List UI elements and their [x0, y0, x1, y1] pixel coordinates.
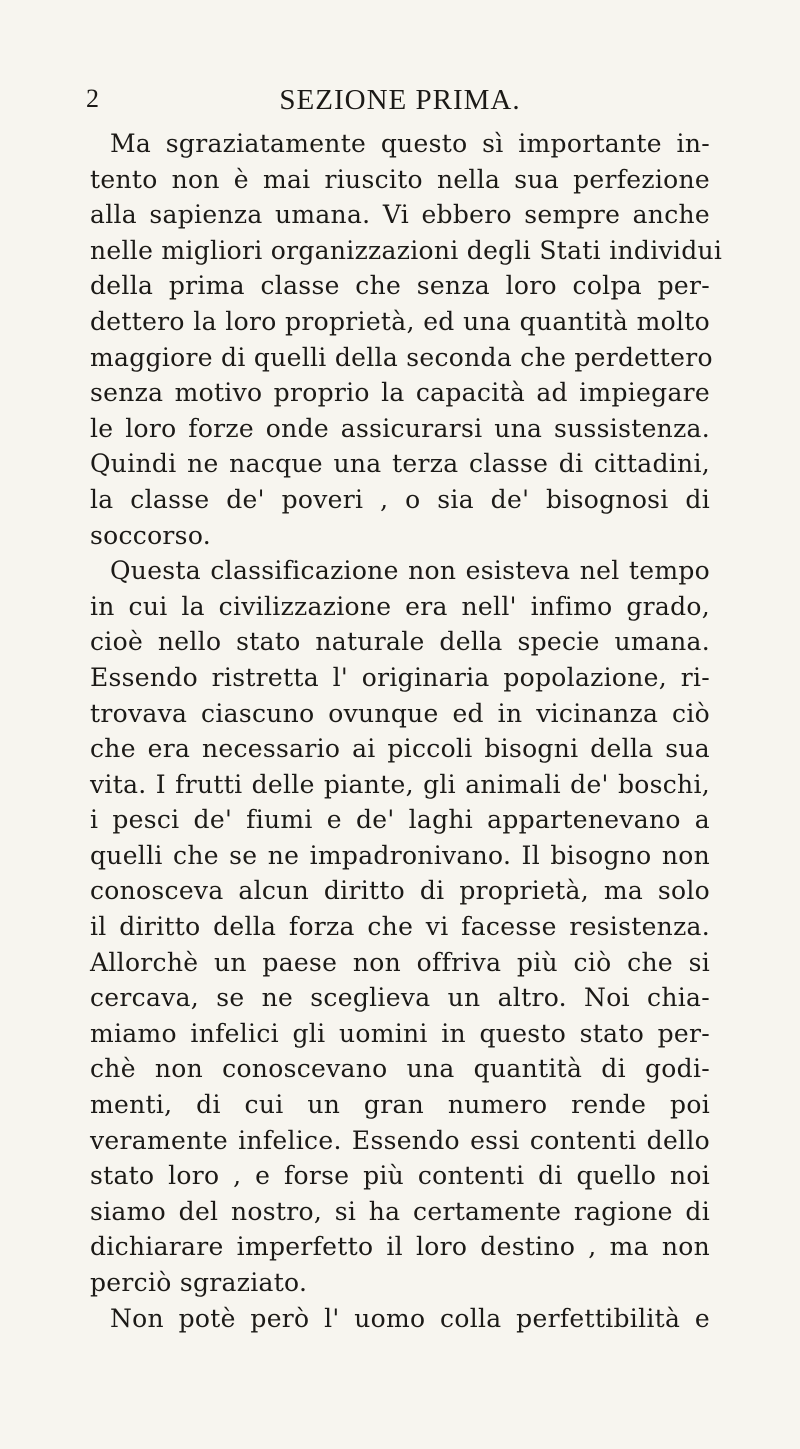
text-line: menti, di cui un gran numero rende poi	[90, 1090, 710, 1120]
text-line: le loro forze onde assicurarsi una sussistenza.	[90, 413, 710, 443]
text-line: della prima classe che senza loro colpa per-	[90, 271, 710, 301]
text-line: Ma sgraziatamente questo sì importante in-	[110, 129, 710, 158]
text-line: maggiore di quelli della seconda che perdettero	[90, 342, 713, 372]
text-line: il diritto della forza che vi facesse resistenza.	[90, 912, 710, 942]
text-line: conosceva alcun diritto di proprietà, ma solo	[90, 876, 710, 906]
text-line: siamo del nostro, si ha certamente ragione di	[90, 1196, 710, 1226]
text-line: nelle migliori organizzazioni degli Stati individui	[90, 235, 723, 265]
text-line: che era necessario ai piccoli bisogni della sua	[90, 734, 710, 764]
text-line: stato loro , e forse più contenti di quello noi	[90, 1161, 710, 1191]
text-line: dichiarare imperfetto il loro destino , ma non	[90, 1232, 710, 1262]
page-number: 2	[86, 84, 100, 113]
text-line: la classe de' poveri , o sia de' bisognosi di	[90, 484, 710, 514]
text-line: vita. I frutti delle piante, gli animali de' boschi,	[90, 769, 710, 799]
text-line: alla sapienza umana. Vi ebbero sempre anche	[90, 200, 710, 230]
text-line: cercava, se ne sceglieva un altro. Noi chia-	[90, 983, 710, 1013]
text-line: trovava ciascuno ovunque ed in vicinanza ciò	[90, 698, 710, 728]
text-line: veramente infelice. Essendo essi contenti dello	[90, 1125, 710, 1155]
body-text	[90, 126, 723, 1336]
text-line: chè non conoscevano una quantità di godi-	[90, 1054, 710, 1084]
text-line: Questa classificazione non esisteva nel tempo	[110, 556, 710, 586]
text-line: Quindi ne nacque una terza classe di cittadini,	[90, 449, 710, 479]
text-line: Essendo ristretta l' originaria popolazione, ri-	[90, 662, 710, 692]
text-line: senza motivo proprio la capacità ad impiegare	[90, 378, 710, 408]
text-line: Allorchè un paese non offriva più ciò che si	[90, 947, 710, 977]
text-line: Non potè però l' uomo colla perfettibilità e	[110, 1303, 710, 1333]
text-line: quelli che se ne impadronivano. Il bisogno non	[90, 840, 710, 870]
text-line: i pesci de' fiumi e de' laghi appartenevano a	[90, 805, 710, 835]
text-line: dettero la loro proprietà, ed una quantità molto	[90, 306, 710, 336]
text-line: miamo infelici gli uomini in questo stato per-	[90, 1018, 710, 1048]
text-line: soccorso.	[90, 520, 211, 550]
text-line: in cui la civilizzazione era nell' infimo grado,	[90, 591, 710, 621]
text-line: perciò sgraziato.	[90, 1268, 308, 1297]
text-line: tento non è mai riuscito nella sua perfezione	[90, 164, 710, 194]
running-head: SEZIONE PRIMA.	[279, 84, 521, 116]
text-line: cioè nello stato naturale della specie umana.	[90, 627, 710, 657]
page-header	[0, 84, 800, 124]
